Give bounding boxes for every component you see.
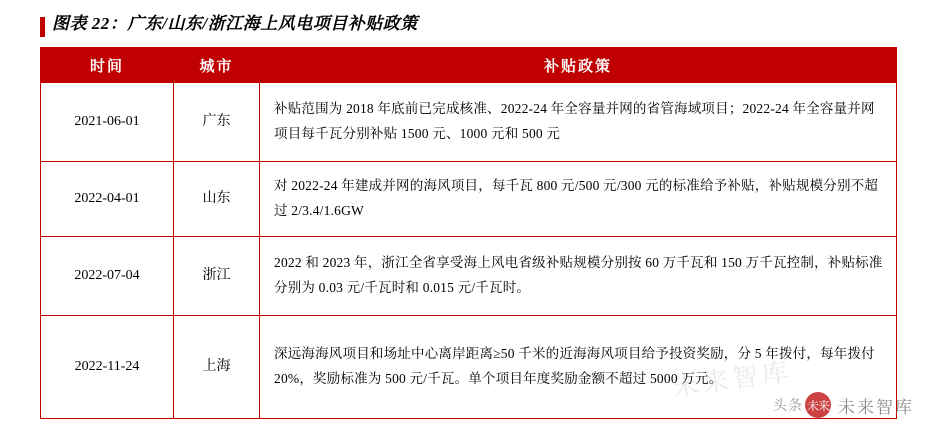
watermark <box>773 392 914 418</box>
table-row <box>41 237 897 316</box>
cell-policy: 对 2022-24 年建成并网的海风项目，每千瓦 800 元/500 元/300 元的标准给予补贴，补贴规模分别不超过 2/3.4/1.6GW <box>260 162 897 237</box>
watermark-brand: 未来智库 <box>838 397 914 417</box>
title-accent-bar <box>40 17 45 37</box>
cell-time: 2022-07-04 <box>41 237 174 316</box>
figure-title-row <box>40 14 896 37</box>
column-header-policy: 补贴政策 <box>260 48 897 83</box>
table-row <box>41 83 897 162</box>
watermark-prefix: 头条 <box>773 397 803 413</box>
cell-city: 广东 <box>174 83 260 162</box>
cell-time: 2021-06-01 <box>41 83 174 162</box>
cell-city: 山东 <box>174 162 260 237</box>
cell-policy: 补贴范围为 2018 年底前已完成核准、2022-24 年全容量并网的省管海域项目；2022-24 年全容量并网项目每千瓦分别补贴 1500 元、1000 元和 500 元 <box>260 83 897 162</box>
watermark-logo-icon: 未来 <box>805 392 831 418</box>
watermark-ghost-text: 未来智库 <box>670 355 794 403</box>
cell-time: 2022-04-01 <box>41 162 174 237</box>
cell-city: 上海 <box>174 316 260 419</box>
page-title: 图表 22：广东/山东/浙江海上风电项目补贴政策 <box>52 14 418 33</box>
column-header-city: 城市 <box>174 48 260 83</box>
table-header-row <box>41 48 897 83</box>
cell-city: 浙江 <box>174 237 260 316</box>
table-row <box>41 162 897 237</box>
column-header-time: 时间 <box>41 48 174 83</box>
cell-time: 2022-11-24 <box>41 316 174 419</box>
cell-policy: 2022 和 2023 年，浙江全省享受海上风电省级补贴规模分别按 60 万千瓦和 150 万千瓦控制，补贴标准分别为 0.03 元/千瓦时和 0.015 元/千瓦时。 <box>260 237 897 316</box>
cell-policy: 深远海海风项目和场址中心离岸距离≥50 千米的近海海风项目给予投资奖励，分 5 年拨付，每年拨付 20%，奖励标准为 500 元/千瓦。单个项目年度奖励金额不超过 5000 万元。 <box>260 316 897 419</box>
